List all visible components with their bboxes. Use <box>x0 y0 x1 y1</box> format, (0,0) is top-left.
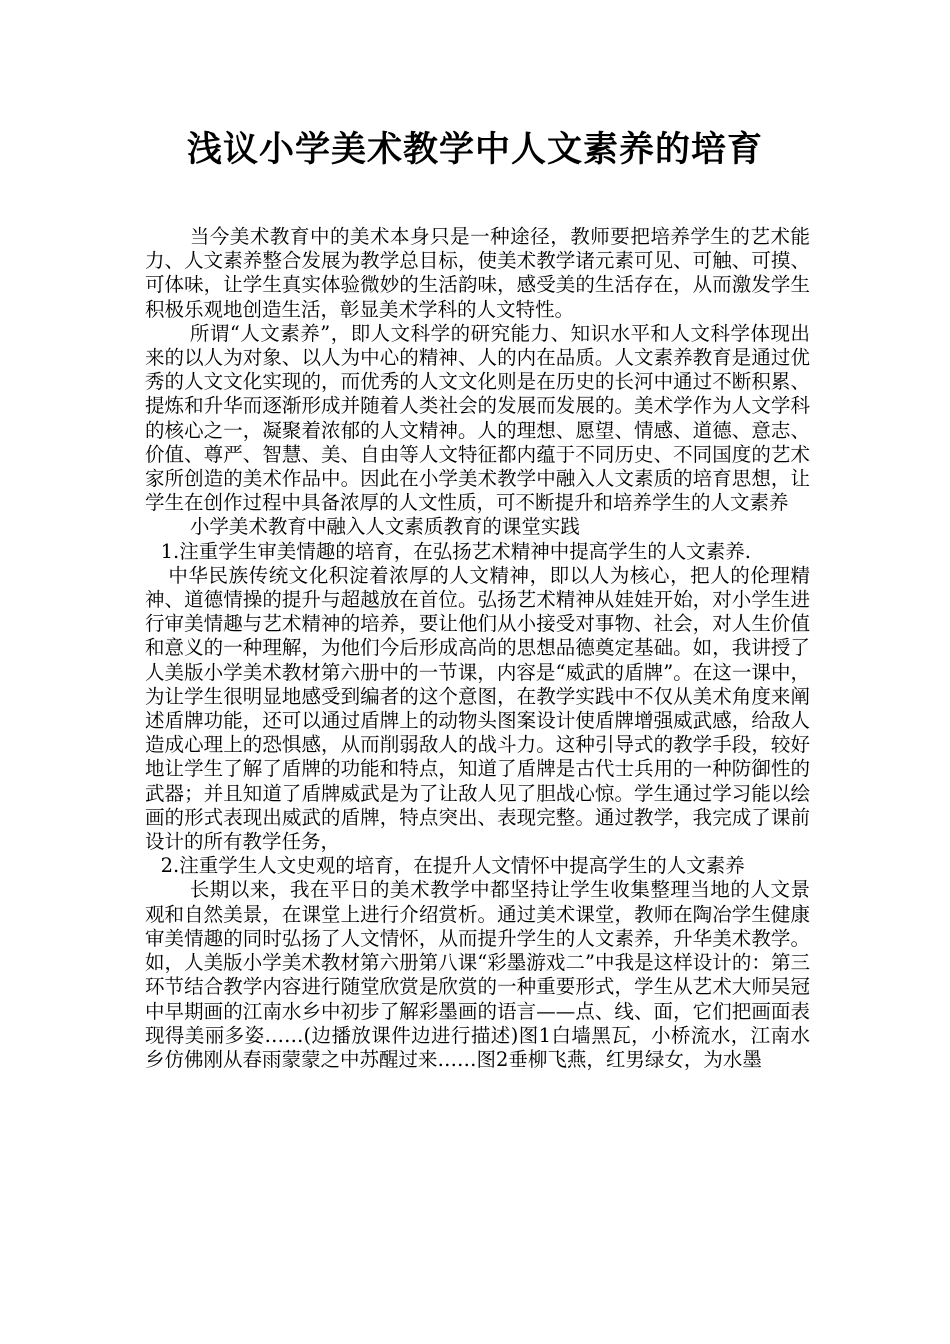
paragraph-intro: 当今美术教育中的美术本身只是一种途径，教师要把培养学生的艺术能力、人文素养整合发展为教学总目标，使美术教学诸元素可见、可触、可摸、可体味，让学生真实体验微妙的生活韵味，感受美的生活存在，从而激发学生积极乐观地创造生活，彰显美术学科的人文特性。 <box>145 225 810 321</box>
subheading-2: 2.注重学生人文史观的培育，在提升人文情怀中提高学生的人文素养 <box>160 854 745 878</box>
document-title: 浅议小学美术教学中人文素养的培育 <box>186 130 763 170</box>
paragraph-definition: 所谓“人文素养”，即人文科学的研究能力、知识水平和人文科学体现出来的以人为对象、以人为中心的精神、人的内在品质。人文素养教育是通过优秀的人文文化实现的，而优秀的人文文化则是在历史的长河中通过不断积累、提炼和升华而逐渐形成并随着人类社会的发展而发展的。美术学作为人文学科的核心之一，凝聚着浓郁的人文精神。人的理想、愿望、情感、道德、意志、价值、尊严、智慧、美、自由等人文特征都内蕴于不同历史、不同国度的艺术家所创造的美术作品中。因此在小学美术教学中融入人文素质的培育思想，让学生在创作过程中具备浓厚的人文性质，可不断提升和培养学生的人文素养 <box>145 321 810 515</box>
section-heading: 小学美术教育中融入人文素质教育的课堂实践 <box>189 515 580 539</box>
paragraph-shield-lesson: 中华民族传统文化积淀着浓厚的人文精神，即以人为核心，把人的伦理精神、道德情操的提升与超越放在首位。弘扬艺术精神从娃娃开始，对小学生进行审美情趣与艺术精神的培养，要让他们从小接受对事物、社会，对人生价值和意义的一种理解，为他们今后形成高尚的思想品德奠定基础。如，我讲授了人美版小学美术教材第六册中的一节课，内容是“威武的盾牌”。在这一课中，为让学生很明显地感受到编者的这个意图，在教学实践中不仅从美术角度来阐述盾牌功能，还可以通过盾牌上的动物头图案设计使盾牌增强威武感，给敌人造成心理上的恐惧感，从而削弱敌人的战斗力。这种引导式的教学手段，较好地让学生了解了盾牌的功能和特点，知道了盾牌是古代士兵用的一种防御性的武器；并且知道了盾牌威武是为了让敌人见了胆战心惊。学生通过学习能以绘画的形式表现出威武的盾牌，特点突出、表现完整。通过教学，我完成了课前设计的所有教学任务， <box>145 563 810 854</box>
subheading-1: 1.注重学生审美情趣的培育，在弘扬艺术精神中提高学生的人文素养. <box>160 539 751 563</box>
document-body <box>145 225 810 1072</box>
paragraph-ink-lesson: 长期以来，我在平日的美术教学中都坚持让学生收集整理当地的人文景观和自然美景，在课堂上进行介绍赏析。通过美术课堂，教师在陶冶学生健康审美情趣的同时弘扬了人文情怀，从而提升学生的人文素养，升华美术教学。如，人美版小学美术教材第六册第八课“彩墨游戏二”中我是这样设计的：第三环节结合教学内容进行随堂欣赏是欣赏的一种重要形式，学生从艺术大师吴冠中早期画的江南水乡中初步了解彩墨画的语言——点、线、面，它们把画面表现得美丽多姿……(边播放课件边进行描述)图1白墙黑瓦，小桥流水，江南水乡仿佛刚从春雨蒙蒙之中苏醒过来……图2垂柳飞燕，红男绿女，为水墨 <box>145 878 810 1071</box>
